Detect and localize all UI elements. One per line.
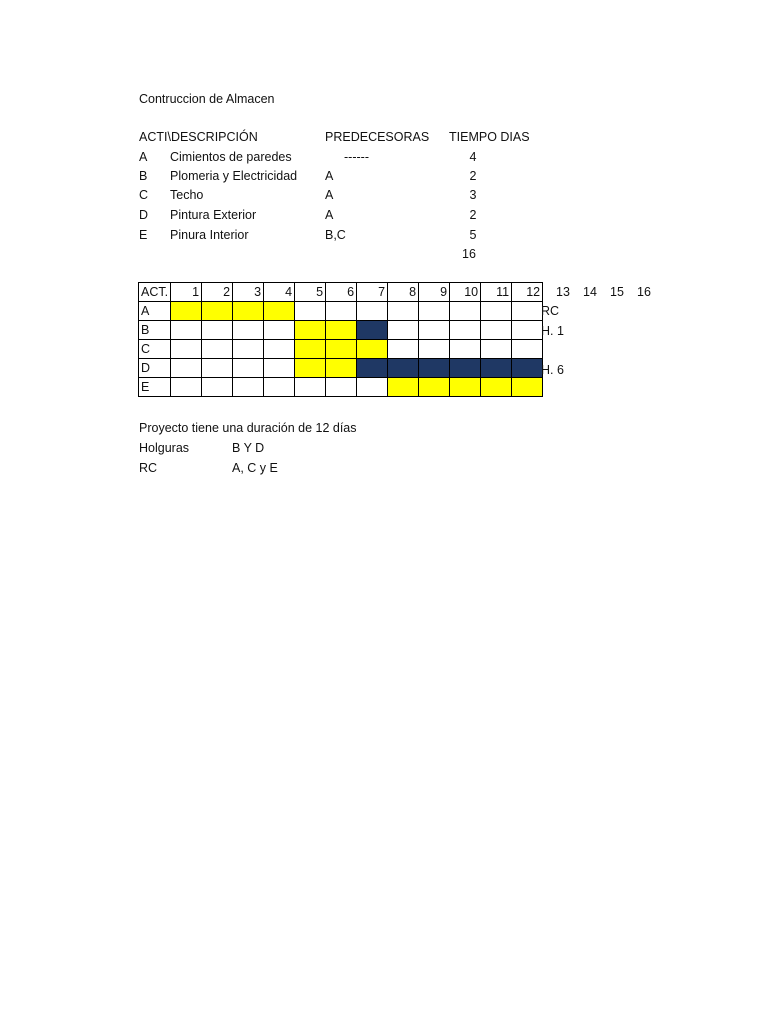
gantt-empty-cell [481, 340, 512, 359]
gantt-empty-cell [388, 321, 419, 340]
gantt-empty-cell [326, 302, 357, 321]
gantt-slack-cell [512, 359, 543, 378]
gantt-empty-cell [450, 302, 481, 321]
page-title: Contruccion de Almacen [139, 92, 275, 106]
activity-id: C [139, 188, 149, 202]
gantt-day-header: 2 [202, 283, 233, 302]
gantt-empty-cell [202, 340, 233, 359]
slack-label: Holguras [139, 441, 190, 455]
gantt-day-header: 9 [419, 283, 450, 302]
gantt-day-header: 4 [264, 283, 295, 302]
gantt-extra-day: 14 [583, 285, 597, 299]
activity-days: 3 [469, 188, 477, 202]
gantt-empty-cell [388, 302, 419, 321]
total-days: 16 [462, 247, 476, 261]
gantt-empty-cell [171, 359, 202, 378]
activity-id: B [139, 169, 148, 183]
header-time: TIEMPO DIAS [449, 130, 530, 144]
gantt-activity-cell [388, 378, 419, 397]
gantt-empty-cell [419, 321, 450, 340]
gantt-day-header: 8 [388, 283, 419, 302]
gantt-empty-cell [512, 321, 543, 340]
gantt-empty-cell [233, 340, 264, 359]
gantt-row-label: C [139, 340, 171, 359]
gantt-day-header: 10 [450, 283, 481, 302]
activity-predecessors: ------ [344, 150, 369, 164]
gantt-empty-cell [202, 378, 233, 397]
gantt-activity-cell [481, 378, 512, 397]
gantt-activity-cell [419, 378, 450, 397]
gantt-day-header: 3 [233, 283, 264, 302]
gantt-empty-cell [264, 359, 295, 378]
activity-predecessors: A [325, 169, 334, 183]
gantt-row [139, 321, 543, 340]
gantt-empty-cell [450, 340, 481, 359]
gantt-row-label: D [139, 359, 171, 378]
gantt-activity-cell [450, 378, 481, 397]
gantt-row-note: H. 6 [541, 362, 564, 377]
gantt-activity-cell [326, 340, 357, 359]
gantt-slack-cell [388, 359, 419, 378]
gantt-row-label: B [139, 321, 171, 340]
gantt-extra-day: 15 [610, 285, 624, 299]
gantt-slack-cell [481, 359, 512, 378]
activity-description: Pinura Interior [170, 228, 249, 242]
slack-value: B Y D [232, 441, 265, 455]
gantt-activity-cell [295, 359, 326, 378]
activity-days: 4 [469, 150, 477, 164]
gantt-activity-cell [295, 340, 326, 359]
gantt-row [139, 378, 543, 397]
gantt-day-header: 11 [481, 283, 512, 302]
gantt-empty-cell [481, 321, 512, 340]
gantt-slack-cell [419, 359, 450, 378]
gantt-empty-cell [233, 321, 264, 340]
activity-id: E [139, 228, 148, 242]
duration-summary: Proyecto tiene una duración de 12 días [139, 421, 357, 435]
activity-days: 2 [469, 208, 477, 222]
gantt-extra-day: 13 [556, 285, 570, 299]
critical-route-label: RC [139, 461, 158, 475]
critical-route-value: A, C y E [232, 461, 278, 475]
gantt-row [139, 302, 543, 321]
gantt-empty-cell [295, 378, 326, 397]
gantt-empty-cell [295, 302, 326, 321]
gantt-row [139, 340, 543, 359]
activity-id: A [139, 150, 148, 164]
gantt-activity-cell [264, 302, 295, 321]
activity-description: Techo [170, 188, 204, 202]
header-activity: ACTI\DESCRIPCIÓN [139, 130, 258, 144]
gantt-day-header: 6 [326, 283, 357, 302]
gantt-activity-cell [326, 321, 357, 340]
gantt-row [139, 359, 543, 378]
gantt-empty-cell [481, 302, 512, 321]
gantt-empty-cell [512, 340, 543, 359]
activity-id: D [139, 208, 149, 222]
gantt-empty-cell [202, 321, 233, 340]
header-predecessors: PREDECESORAS [325, 130, 430, 144]
gantt-empty-cell [233, 378, 264, 397]
gantt-extra-day: 16 [637, 285, 651, 299]
gantt-header-label: ACT. [139, 283, 171, 302]
activity-predecessors: A [325, 208, 334, 222]
gantt-empty-cell [171, 378, 202, 397]
activity-predecessors: B,C [325, 228, 346, 242]
gantt-activity-cell [233, 302, 264, 321]
gantt-day-header: 1 [171, 283, 202, 302]
gantt-empty-cell [264, 378, 295, 397]
gantt-activity-cell [357, 340, 388, 359]
gantt-chart [138, 282, 543, 397]
activity-description: Pintura Exterior [170, 208, 257, 222]
gantt-empty-cell [202, 359, 233, 378]
gantt-empty-cell [171, 340, 202, 359]
gantt-slack-cell [357, 321, 388, 340]
gantt-empty-cell [419, 340, 450, 359]
gantt-activity-cell [326, 359, 357, 378]
gantt-row-label: A [139, 302, 171, 321]
gantt-empty-cell [171, 321, 202, 340]
gantt-day-header: 7 [357, 283, 388, 302]
gantt-empty-cell [419, 302, 450, 321]
gantt-empty-cell [264, 340, 295, 359]
gantt-empty-cell [326, 378, 357, 397]
gantt-empty-cell [357, 302, 388, 321]
gantt-empty-cell [264, 321, 295, 340]
gantt-slack-cell [357, 359, 388, 378]
activity-description: Plomeria y Electricidad [170, 169, 298, 183]
gantt-empty-cell [450, 321, 481, 340]
activity-predecessors: A [325, 188, 334, 202]
activity-description: Cimientos de paredes [170, 150, 292, 164]
activity-days: 2 [469, 169, 477, 183]
gantt-day-header: 5 [295, 283, 326, 302]
gantt-activity-cell [295, 321, 326, 340]
gantt-day-header: 12 [512, 283, 543, 302]
gantt-empty-cell [357, 378, 388, 397]
gantt-slack-cell [450, 359, 481, 378]
gantt-header-row [139, 283, 543, 302]
gantt-row-label: E [139, 378, 171, 397]
gantt-row-note: RC [541, 304, 560, 319]
gantt-activity-cell [202, 302, 233, 321]
gantt-activity-cell [512, 378, 543, 397]
activity-days: 5 [469, 228, 477, 242]
gantt-activity-cell [171, 302, 202, 321]
gantt-empty-cell [233, 359, 264, 378]
gantt-row-note: H. 1 [541, 323, 564, 338]
gantt-empty-cell [512, 302, 543, 321]
gantt-empty-cell [388, 340, 419, 359]
